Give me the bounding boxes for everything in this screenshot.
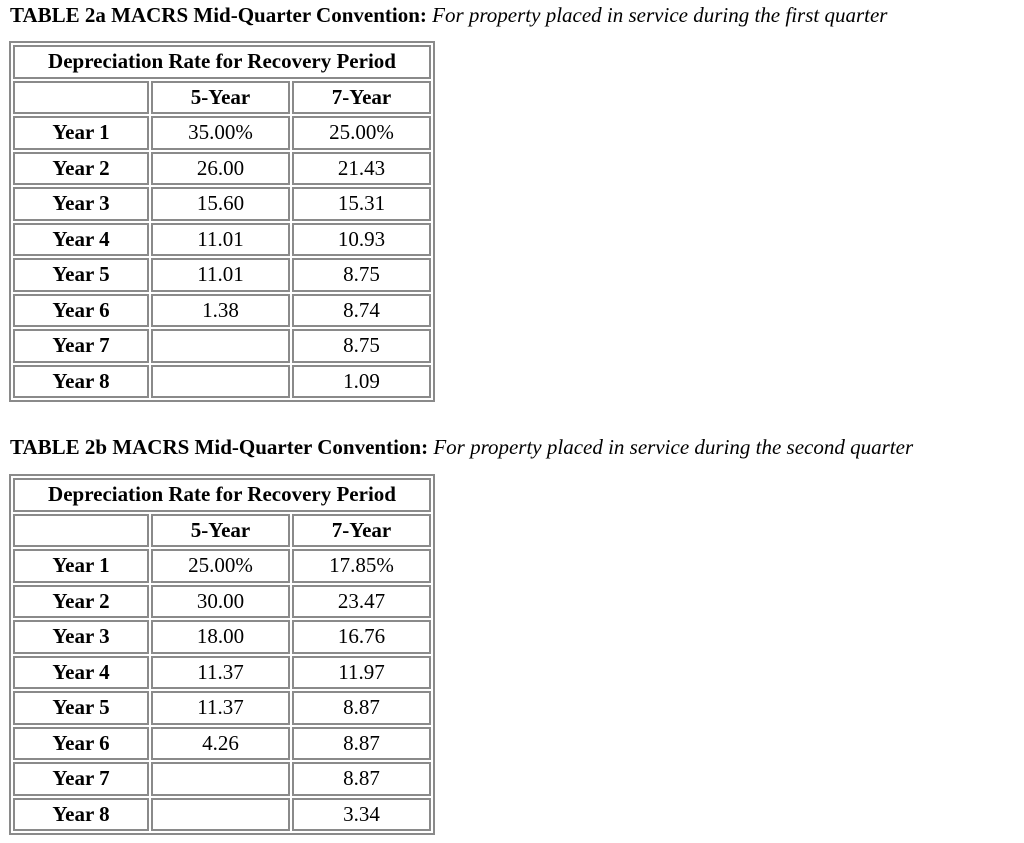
table-title: Depreciation Rate for Recovery Period [13,45,431,79]
year-label: Year 6 [13,294,149,328]
table-row [13,116,431,150]
header-year [13,81,149,115]
year-label: Year 2 [13,152,149,186]
table-row [13,223,431,257]
table-row [13,656,431,690]
table-2a [9,41,435,402]
rate-5-year: 25.00% [151,549,290,583]
table-row [13,691,431,725]
rate-7-year: 8.74 [292,294,431,328]
year-label: Year 1 [13,116,149,150]
header-5-year: 5-Year [151,514,290,548]
table-2b-caption [10,434,913,460]
rate-7-year: 8.75 [292,329,431,363]
table-2a-caption-subtitle: For property placed in service during the first quarter [432,3,888,27]
rate-7-year: 25.00% [292,116,431,150]
year-label: Year 3 [13,620,149,654]
table-title-row [13,45,431,79]
rate-5-year: 11.01 [151,223,290,257]
year-label: Year 1 [13,549,149,583]
table-title: Depreciation Rate for Recovery Period [13,478,431,512]
rate-5-year: 30.00 [151,585,290,619]
table-header-row [13,514,431,548]
table-row [13,294,431,328]
rate-5-year: 26.00 [151,152,290,186]
rate-5-year: 18.00 [151,620,290,654]
table-2a-caption [10,2,887,28]
rate-5-year: 11.37 [151,656,290,690]
table-row [13,549,431,583]
rate-7-year: 8.87 [292,727,431,761]
rate-5-year: 11.37 [151,691,290,725]
rate-5-year: 1.38 [151,294,290,328]
header-7-year: 7-Year [292,81,431,115]
table-row [13,620,431,654]
table-row [13,798,431,832]
year-label: Year 4 [13,223,149,257]
table-row [13,585,431,619]
table-2b-caption-subtitle: For property placed in service during the second quarter [433,435,914,459]
rate-7-year: 8.87 [292,691,431,725]
rate-7-year: 23.47 [292,585,431,619]
table-row [13,187,431,221]
rate-5-year: 4.26 [151,727,290,761]
rate-7-year: 1.09 [292,365,431,399]
rate-5-year: 11.01 [151,258,290,292]
year-label: Year 7 [13,329,149,363]
table-2b [9,474,435,835]
rate-7-year: 21.43 [292,152,431,186]
rate-7-year: 8.75 [292,258,431,292]
table-row [13,762,431,796]
rate-7-year: 15.31 [292,187,431,221]
rate-5-year [151,365,290,399]
rate-5-year [151,762,290,796]
table-row [13,258,431,292]
rate-5-year: 15.60 [151,187,290,221]
year-label: Year 8 [13,798,149,832]
rate-7-year: 10.93 [292,223,431,257]
table-2a-caption-title: TABLE 2a MACRS Mid-Quarter Convention: [10,3,427,27]
table-header-row [13,81,431,115]
table-row [13,365,431,399]
year-label: Year 5 [13,258,149,292]
table-row [13,329,431,363]
year-label: Year 4 [13,656,149,690]
rate-5-year [151,798,290,832]
year-label: Year 7 [13,762,149,796]
year-label: Year 6 [13,727,149,761]
year-label: Year 2 [13,585,149,619]
rate-7-year: 11.97 [292,656,431,690]
header-year [13,514,149,548]
table-row [13,727,431,761]
rate-5-year [151,329,290,363]
table-row [13,152,431,186]
year-label: Year 5 [13,691,149,725]
header-5-year: 5-Year [151,81,290,115]
year-label: Year 8 [13,365,149,399]
rate-7-year: 16.76 [292,620,431,654]
table-title-row [13,478,431,512]
rate-7-year: 3.34 [292,798,431,832]
rate-7-year: 17.85% [292,549,431,583]
rate-5-year: 35.00% [151,116,290,150]
header-7-year: 7-Year [292,514,431,548]
rate-7-year: 8.87 [292,762,431,796]
table-2b-caption-title: TABLE 2b MACRS Mid-Quarter Convention: [10,435,429,459]
year-label: Year 3 [13,187,149,221]
